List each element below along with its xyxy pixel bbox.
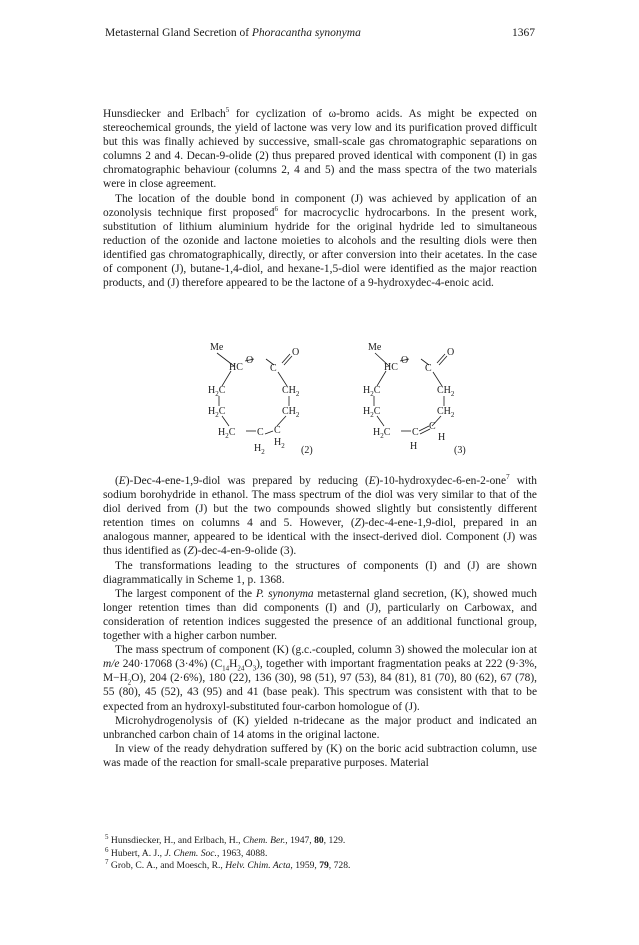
structure-diagram [190, 338, 490, 463]
text-run: The location of the double bond in component (J) was achieved by application of an ozonolysis technique first proposed [103, 192, 537, 219]
text-run: 7 [105, 857, 109, 866]
s1-h2-under-2 [274, 437, 285, 450]
svg-text:H2C: $H_2C$ [363, 385, 381, 398]
text-run: )-dec-4-en-9-olide (3). [193, 545, 297, 558]
s2-o-carbonyl: O [447, 347, 455, 358]
svg-text:CH2: $CH_2$ [282, 406, 300, 419]
paragraph [103, 107, 537, 192]
text-run: 7 [506, 473, 510, 482]
paragraph [103, 559, 537, 587]
s1-o-carbonyl: O [292, 347, 300, 358]
paragraph [103, 742, 537, 770]
text-run: for macrocyclic hydrocarbons. In the present work, substitution of lithium aluminium hydride for the original hydride led to simultaneous reduction of the ozonide and lactone moieties to alcohols and the resulting diols were then identified gas chromatographically, directly, or after conversion into their acetates. In the case of component (J), butane-1,4-diol, and hexane-1,5-diol were identified as the major reaction products, and (J) therefore appeared to be the lactone of a 9-hydroxydec-4-enoic acid. [103, 206, 537, 290]
running-title-species: Phoracantha synonyma [251, 27, 361, 39]
text-run: 6 [274, 204, 278, 213]
s2-ch2-1 [437, 385, 455, 398]
svg-text:CH2: $CH_2$ [282, 385, 300, 398]
text-run: , 1947, [285, 835, 315, 846]
s1-c-carbonyl: C [270, 363, 277, 374]
s1-label: (2) [301, 445, 313, 456]
body-text-bottom [103, 474, 537, 770]
text-run: E [368, 475, 376, 487]
s2-h-under-2: H [438, 432, 446, 443]
running-title-text: Metasternal Gland Secretion of [105, 27, 252, 39]
text-run: Chem. Ber. [242, 835, 286, 846]
s1-h2c-3 [218, 427, 236, 440]
text-run: O [244, 658, 253, 671]
s1-h2c-1 [208, 385, 226, 398]
text-run: Z [187, 545, 194, 558]
paragraph [103, 587, 537, 643]
text-run: E [118, 475, 126, 487]
text-run: m/e [103, 658, 120, 671]
text-run: 5 [105, 832, 109, 841]
svg-text:CH2: $CH_2$ [437, 406, 455, 419]
s2-o-ring: O [401, 355, 409, 366]
text-run: Helv. Chim. Acta [225, 860, 291, 871]
text-run: ), together with important fragmentation peaks at 222 (9·3%, M−H [103, 658, 537, 685]
text-run: for cyclization of ω-bromo acids. As might be expected on stereochemical grounds, the yield of lactone was very low and its purification proved difficult but this was finally achieved by successive, small-scale gas chromatographic separations on columns 2 and 4. Decan-9-olide (2) thus prepared proved identical with component (I) in gas chromatographic behaviour (columns 2, 4 and 5) and the mass spectra of the two materials were in close agreement. [103, 108, 537, 191]
text-run: The largest component of the [115, 587, 256, 600]
s1-c-bottom: C [257, 427, 264, 438]
s2-h2c-3 [373, 427, 391, 440]
svg-text:H2C: $H_2C$ [218, 427, 236, 440]
svg-text:H2: $H_2$ [274, 437, 285, 450]
text-run: 80 [314, 835, 324, 846]
text-run: , 1959, [290, 860, 320, 871]
text-run: Hunsdiecker, H., and Erlbach, H., [108, 835, 243, 846]
s1-ch2-1 [282, 385, 300, 398]
text-run: , 728. [328, 860, 351, 871]
text-run: 240·17068 (3·4%) (C [119, 658, 223, 671]
s2-c-bottom: C [412, 427, 419, 438]
svg-text:H2: $H_2$ [254, 443, 265, 456]
s1-h2-under-1 [254, 443, 265, 456]
text-run: ( [115, 475, 119, 487]
s1-c-right: C [274, 425, 281, 436]
text-run: 2 [127, 678, 132, 687]
s1-me: Me [210, 342, 224, 353]
text-run: metasternal gland secretion, (K), showed much longer retention times than did components (I) and (J), particularly on Carbowax, and consideration of retention indices suggested the presence of an additional functional group, together with a higher carbon number. [103, 587, 537, 643]
paragraph [103, 474, 537, 559]
svg-text:CH2: $CH_2$ [437, 385, 455, 398]
text-run: , 129. [323, 835, 346, 846]
text-run: H [229, 658, 238, 671]
text-run: with sodium borohydride in ethanol. The mass spectrum of the diol was very similar to that of the diol derived from (J) but the two compounds showed slightly but consistently different retention times on columns 4 and 5. However, ( [103, 475, 537, 530]
text-run: 14 [222, 664, 230, 673]
s2-c-right: C [429, 421, 436, 432]
running-title [105, 27, 361, 39]
s2-label: (3) [454, 445, 466, 456]
chemical-structures [190, 338, 490, 463]
footnote [105, 832, 535, 848]
text-run: J. Chem. Soc. [164, 847, 217, 859]
s1-o-ring: O [246, 355, 254, 366]
text-run: 79 [319, 860, 329, 871]
s2-me: Me [368, 342, 382, 353]
text-run: 6 [105, 845, 109, 854]
text-run: In view of the ready dehydration suffered by (K) on the boric acid subtraction column, use was made of the reaction for small-scale preparative purposes. Material [103, 742, 537, 769]
text-run: P. synonyma [255, 587, 314, 600]
page-number: 1367 [512, 27, 535, 39]
footnote [105, 857, 535, 873]
text-run: Hubert, A. J., [108, 847, 165, 859]
s2-h2c-1 [363, 385, 381, 398]
svg-text:H2C: $H_2C$ [208, 406, 226, 419]
paragraph [103, 714, 537, 742]
text-run: )-10-hydroxydec-6-en-2-one [375, 475, 507, 487]
svg-text:H2C: $H_2C$ [373, 427, 391, 440]
text-run: 5 [225, 106, 230, 115]
body-text-top [103, 107, 537, 290]
text-run: , 1963, 4088. [216, 847, 268, 859]
text-run: Z [354, 517, 361, 530]
text-run: 3 [252, 664, 257, 673]
paragraph [103, 643, 537, 713]
s1-hc: HC [229, 362, 243, 373]
footnotes [105, 832, 535, 873]
text-run: )-dec-4-ene-1,9-diol, prepared in an analogous manner, appeared to be identical with the insect-derived diol. Component (J) was thus identified as ( [103, 517, 537, 558]
s2-hc: HC [384, 362, 398, 373]
svg-text:H2C: $H_2C$ [208, 385, 226, 398]
footnote [105, 845, 535, 861]
svg-text:H2C: $H_2C$ [363, 406, 381, 419]
paragraph [103, 192, 537, 291]
text-run: The mass spectrum of component (K) (g.c.-coupled, column 3) showed the molecular ion at [115, 644, 537, 657]
text-run: Grob, C. A., and Moesch, R., [108, 860, 226, 871]
text-run: The transformations leading to the structures of components (I) and (J) are shown diagrammatically in Scheme 1, p. 1368. [103, 559, 537, 586]
s2-c-carbonyl: C [425, 363, 432, 374]
text-run: Hunsdiecker and Erlbach [103, 108, 226, 120]
text-run: Microhydrogenolysis of (K) yielded n-tridecane as the major product and indicated an unbranched carbon chain of 14 atoms in the original lactone. [103, 714, 537, 741]
text-run: 24 [237, 664, 245, 673]
text-run: )-Dec-4-ene-1,9-diol was prepared by reducing ( [125, 475, 369, 487]
text-run: O), 204 (2·6%), 180 (22), 136 (30), 98 (51), 97 (53), 84 (81), 81 (70), 80 (62), 67 (78), 55 (80), 45 (52), 43 (95) and 41 (base peak). This spectrum was consistent with that to be expected from an hydroxyl-substituted four-carbon homologue of (J). [103, 672, 537, 713]
s2-h-under-1: H [410, 441, 418, 452]
